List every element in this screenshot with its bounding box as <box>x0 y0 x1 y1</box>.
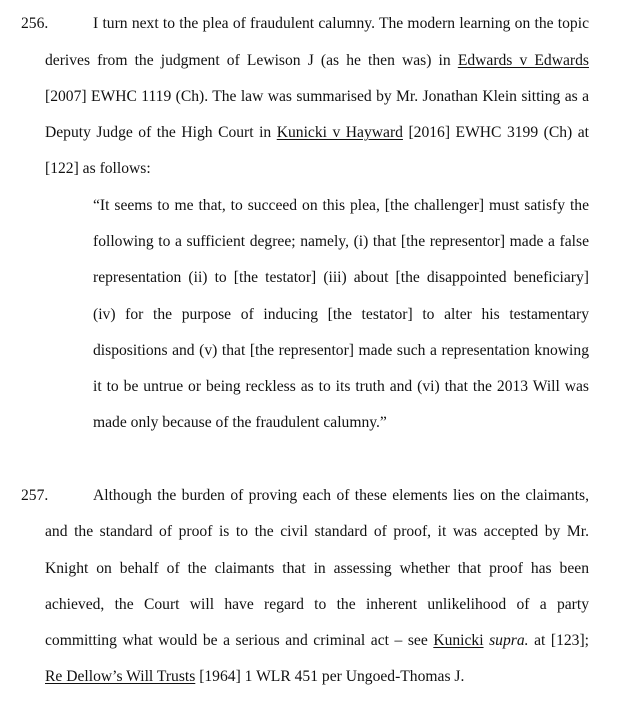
quote-line: (iv) for the purpose of inducing [the testator] to alter his testamentary <box>93 306 589 323</box>
quote-line: made only because of the fraudulent calumny.” <box>93 414 387 431</box>
paragraph-line <box>93 15 589 33</box>
paragraph-line <box>45 632 589 650</box>
text-span: [122] as follows: <box>45 160 151 177</box>
text-span: achieved, the Court will have regard to the inherent unlikelihood of a party <box>45 596 589 613</box>
paragraph-line <box>45 596 589 614</box>
text-span: [2016] EWHC 3199 (Ch) at <box>402 124 590 141</box>
paragraph-number: 256. <box>21 15 49 32</box>
text-span: committing what would be a serious and criminal act – see <box>45 632 434 649</box>
quote-line: it to be untrue or being reckless as to its truth and (vi) that the 2013 Will was <box>93 378 589 395</box>
text-span: Although the burden of proving each of these elements lies on the claimants, <box>93 487 589 504</box>
text-span: [1964] 1 WLR 451 per Ungoed-Thomas J. <box>195 668 465 685</box>
case-citation-edwards: Edwards v Edwards <box>457 52 589 69</box>
quote-line: following to a sufficient degree; namely, (i) that [the representor] made a false <box>93 233 589 250</box>
paragraph-line <box>45 160 151 178</box>
text-span: Knight on behalf of the claimants that in assessing whether that proof has been <box>45 560 589 577</box>
text-span: derives from the judgment of Lewison J (as he then was) in <box>45 52 458 69</box>
italic-supra: supra. <box>489 632 529 649</box>
text-span: at [123]; <box>528 632 589 649</box>
quote-line: “It seems to me that, to succeed on this plea, [the challenger] must satisfy the <box>93 197 589 214</box>
paragraph-number: 257. <box>21 487 49 504</box>
text-span: [2007] EWHC 1119 (Ch). The law was summarised by Mr. Jonathan Klein sitting as a <box>45 88 589 105</box>
text-span: Deputy Judge of the High Court in <box>45 124 277 141</box>
quote-line: dispositions and (v) that [the representor] made such a representation knowing <box>93 342 589 359</box>
paragraph-line <box>45 560 589 578</box>
case-citation-kunicki: Kunicki v Hayward <box>276 124 403 141</box>
paragraph-line <box>45 668 464 686</box>
paragraph-line <box>45 88 589 106</box>
quote-line: representation (ii) to [the testator] (iii) about [the disappointed beneficiary] <box>93 269 589 286</box>
case-citation-kunicki: Kunicki <box>433 632 484 649</box>
paragraph-line <box>45 52 589 70</box>
paragraph-line <box>45 124 589 142</box>
text-span: and the standard of proof is to the civil standard of proof, it was accepted by Mr. <box>45 523 589 540</box>
paragraph-line <box>45 523 589 541</box>
text-span: I turn next to the plea of fraudulent calumny. The modern learning on the topic <box>93 15 589 32</box>
paragraph-line <box>93 487 589 505</box>
case-citation-dellow: Re Dellow’s Will Trusts <box>45 668 196 685</box>
